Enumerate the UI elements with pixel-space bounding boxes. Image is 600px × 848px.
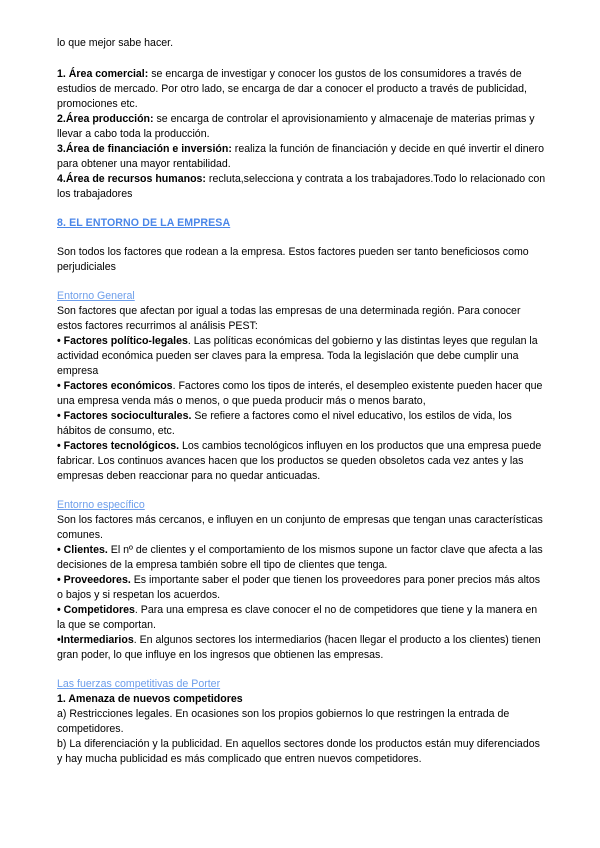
spacer [57, 275, 547, 289]
specific-label: •Intermediarios [57, 634, 134, 646]
porter-item: b) La diferenciación y la publicidad. En aquellos sectores donde los productos están muy diferenciados y hay mucha publicidad es más complicado que entren nuevos competidores. [57, 738, 540, 765]
pest-item [57, 334, 547, 379]
pest-text: . Las políticas económicas del gobierno y las distintas leyes que regulan la actividad económica pueden ser claves para la empresa. Toda la legislación que debe cumplir una empresa [57, 335, 538, 377]
area-label: 2.Área producción: [57, 113, 154, 125]
specific-intro: Son los factores más cercanos, e influyen en un conjunto de empresas que tengan unas características comunes. [57, 514, 543, 541]
porter-item: a) Restricciones legales. En ocasiones son los propios gobiernos lo que restringen la entrada de competidores. [57, 708, 510, 735]
pest-item [57, 409, 547, 439]
subsection-title-general: Entorno General [57, 290, 135, 302]
pest-item [57, 379, 547, 409]
specific-label: • Competidores [57, 604, 135, 616]
pest-label: • Factores socioculturales. [57, 410, 192, 422]
pest-text: . Factores como los tipos de interés, el desempleo existente pueden hacer que una empresa venda más o menos, o que pueda producir más o menos barato, [57, 380, 543, 407]
specific-item [57, 543, 547, 573]
subsection-title-specific: Entorno específico [57, 499, 145, 511]
pest-item [57, 439, 547, 484]
document-page [57, 36, 547, 767]
specific-text: Es importante saber el poder que tienen los proveedores para poner precios más altos o bajos y si respetan los acuerdos. [57, 574, 541, 601]
spacer [57, 231, 547, 245]
area-text: se encarga de investigar y conocer los gustos de los consumidores a través de estudios de mercado. Por otro lado, se encarga de dar a conocer el producto a través de publicidad, promociones etc. [57, 68, 527, 110]
area-item-recursos-humanos [57, 172, 547, 202]
pest-label: • Factores político-legales [57, 335, 188, 347]
spacer [57, 484, 547, 498]
area-item-produccion [57, 112, 547, 142]
spacer [57, 202, 547, 216]
area-label: 3.Área de financiación e inversión: [57, 143, 232, 155]
specific-item [57, 573, 547, 603]
area-text: realiza la función de financiación y decide en qué invertir el dinero para obtener una mayor rentabilidad. [57, 143, 544, 170]
subsection-title-porter: Las fuerzas competitivas de Porter [57, 678, 221, 690]
area-text: recluta,selecciona y contrata a los trabajadores.Todo lo relacionado con los trabajadores [57, 173, 546, 200]
pest-text: Los cambios tecnológicos influyen en los productos que una empresa puede fabricar. Los continuos avances hacen que los productos se queden obsoletos cada vez antes y las empresas deben reaccionar para no quedar anticuadas. [57, 440, 542, 482]
specific-text: El nº de clientes y el comportamiento de los mismos supone un factor clave que afecta a las decisiones de la empresa también sobre ell tipo de clientes que tenga. [57, 544, 543, 571]
spacer [57, 51, 547, 67]
specific-label: • Clientes. [57, 544, 108, 556]
intro-line: lo que mejor sabe hacer. [57, 37, 174, 49]
area-label: 1. Área comercial: [57, 68, 149, 80]
pest-label: • Factores económicos [57, 380, 173, 392]
pest-label: • Factores tecnológicos. [57, 440, 180, 452]
section-intro: Son todos los factores que rodean a la empresa. Estos factores pueden ser tanto beneficiosos como perjudiciales [57, 246, 529, 273]
specific-item [57, 633, 547, 663]
specific-text: . En algunos sectores los intermediarios (hacen llegar el producto a los clientes) tienen gran poder, lo que influye en los ingresos que obtienen las empresas. [57, 634, 541, 661]
section-heading: 8. EL ENTORNO DE LA EMPRESA [57, 217, 231, 229]
spacer [57, 663, 547, 677]
area-item-financiacion [57, 142, 547, 172]
pest-text: Se refiere a factores como el nivel educativo, los estilos de vida, los hábitos de consumo, etc. [57, 410, 512, 437]
area-text: se encarga de controlar el aprovisionamiento y almacenaje de materias primas y llevar a cabo toda la producción. [57, 113, 535, 140]
area-item-comercial [57, 67, 547, 112]
porter-subheading-text: 1. Amenaza de nuevos competidores [57, 693, 243, 705]
specific-text: . Para una empresa es clave conocer el no de competidores que tiene y la manera en la que se comportan. [57, 604, 538, 631]
specific-item [57, 603, 547, 633]
area-label: 4.Área de recursos humanos: [57, 173, 206, 185]
general-intro: Son factores que afectan por igual a todas las empresas de una determinada región. Para conocer estos factores recurrimos al análisis PEST: [57, 305, 521, 332]
specific-label: • Proveedores. [57, 574, 131, 586]
porter-subheading [57, 692, 547, 707]
